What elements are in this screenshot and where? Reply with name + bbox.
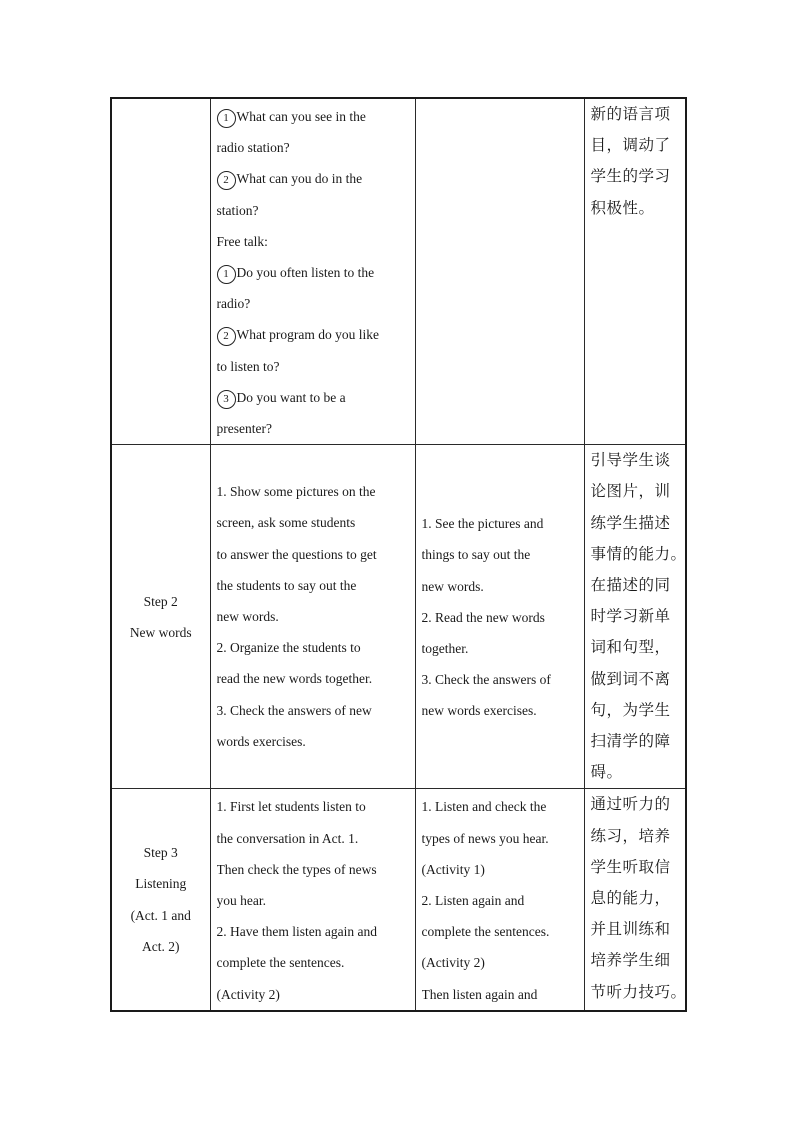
text-line: 2. Listen again and [421, 893, 525, 909]
purpose-line: 学生的学习 [590, 167, 671, 186]
student-activity-cell [415, 789, 584, 1011]
text-line: Then listen again and [421, 986, 538, 1002]
text-line: 1. Show some pictures on the [216, 484, 376, 500]
purpose-line: 事情的能力。 [590, 544, 687, 563]
purpose-line: 培养学生细 [590, 951, 671, 970]
text-line [217, 351, 410, 382]
text-line: 3. Check the answers of new [216, 702, 372, 718]
text-line [217, 288, 410, 319]
table-row [111, 789, 686, 1011]
circled-number: 1 [217, 109, 236, 128]
text-line: types of news you hear. [421, 830, 549, 846]
text-line [217, 413, 410, 444]
purpose-line: 时学习新单 [590, 607, 671, 626]
step-activity-ref: Act. 2) [142, 938, 180, 954]
text-line: complete the sentences. [421, 924, 550, 940]
step-activity-ref: (Act. 1 and [130, 907, 191, 923]
text-line [217, 163, 410, 194]
purpose-line: 碍。 [590, 763, 623, 782]
student-activity-cell [415, 98, 584, 445]
step-title: New words [129, 624, 192, 640]
purpose-line: 词和句型， [590, 638, 671, 657]
text-line: Then check the types of news [216, 861, 377, 877]
teacher-activity-cell [210, 445, 415, 789]
text-line: 2. Organize the students to [216, 640, 361, 656]
text-line [217, 132, 410, 163]
text-line: (Activity 2) [421, 955, 485, 971]
line-text: Do you often listen to the [236, 265, 375, 281]
purpose-line: 息的能力， [590, 889, 671, 908]
step-cell [111, 445, 210, 789]
circled-number: 2 [217, 171, 236, 190]
text-line: screen, ask some students [216, 515, 356, 531]
text-line: new words. [216, 609, 279, 625]
text-line: words exercises. [216, 733, 306, 749]
purpose-line: 句，为学生 [590, 700, 671, 719]
text-line [217, 101, 410, 132]
text-line: 2. Have them listen again and [216, 924, 377, 940]
text-line [217, 226, 410, 257]
circled-number: 3 [217, 390, 236, 409]
text-line: 1. See the pictures and [421, 516, 544, 532]
circled-number: 1 [217, 265, 236, 284]
step-cell [111, 789, 210, 1011]
table-row [111, 445, 686, 789]
purpose-line: 新的语言项 [590, 105, 671, 123]
step-title: Listening [135, 876, 187, 892]
purpose-line: 在描述的同 [590, 576, 671, 595]
text-line [217, 319, 410, 350]
line-text: What can you see in the [236, 109, 366, 124]
purpose-cell [584, 445, 686, 789]
text-line: new words exercises. [421, 703, 537, 719]
purpose-line: 并且训练和 [590, 920, 671, 939]
purpose-cell [584, 789, 686, 1011]
text-line: 3. Check the answers of [421, 672, 551, 688]
line-text: What can you do in the [236, 171, 363, 187]
text-line: complete the sentences. [216, 955, 345, 971]
text-line: you hear. [216, 893, 266, 909]
line-text: presenter? [216, 421, 272, 437]
circled-number: 2 [217, 327, 236, 346]
text-line: read the new words together. [216, 671, 373, 687]
purpose-line: 扫清学的障 [590, 732, 671, 751]
purpose-cell [584, 98, 686, 445]
text-line: 2. Read the new words [421, 609, 545, 625]
line-text: Free talk: [216, 233, 268, 249]
purpose-line: 练习，培养 [590, 826, 671, 845]
text-line: together. [421, 641, 469, 657]
text-line: the conversation in Act. 1. [216, 830, 359, 846]
text-line: (Activity 1) [421, 861, 485, 877]
teacher-activity-cell [210, 789, 415, 1011]
text-line [217, 382, 410, 413]
purpose-line: 引导学生谈 [590, 451, 671, 470]
purpose-line: 练学生描述 [590, 513, 671, 532]
text-line [217, 257, 410, 288]
purpose-line: 学生听取信 [590, 857, 671, 876]
table-row [111, 98, 686, 445]
line-text: What program do you like [236, 327, 379, 343]
purpose-line: 积极性。 [590, 198, 655, 217]
line-text: to listen to? [216, 358, 280, 374]
text-line: the students to say out the [216, 577, 357, 593]
lesson-plan-table [110, 97, 687, 1012]
purpose-line: 通过听力的 [590, 795, 671, 814]
purpose-line: 目，调动了 [590, 136, 671, 155]
text-line: 1. Listen and check the [421, 799, 547, 815]
text-line [217, 195, 410, 226]
purpose-line: 节听力技巧。 [590, 982, 687, 1001]
text-line: (Activity 2) [216, 986, 280, 1002]
text-line: things to say out the [421, 547, 531, 563]
line-text: radio? [216, 296, 251, 312]
purpose-line: 做到词不离 [590, 669, 671, 688]
teacher-activity-cell [210, 98, 415, 445]
text-line: 1. First let students listen to [216, 799, 366, 815]
text-line: new words. [421, 578, 484, 594]
purpose-line: 论图片，训 [590, 482, 671, 501]
line-text: radio station? [216, 140, 290, 156]
step-cell [111, 98, 210, 445]
text-line: to answer the questions to get [216, 546, 377, 562]
line-text: station? [216, 202, 259, 218]
step-label: Step 3 [143, 845, 178, 861]
student-activity-cell [415, 445, 584, 789]
line-text: Do you want to be a [236, 389, 346, 405]
step-label: Step 2 [143, 593, 178, 609]
